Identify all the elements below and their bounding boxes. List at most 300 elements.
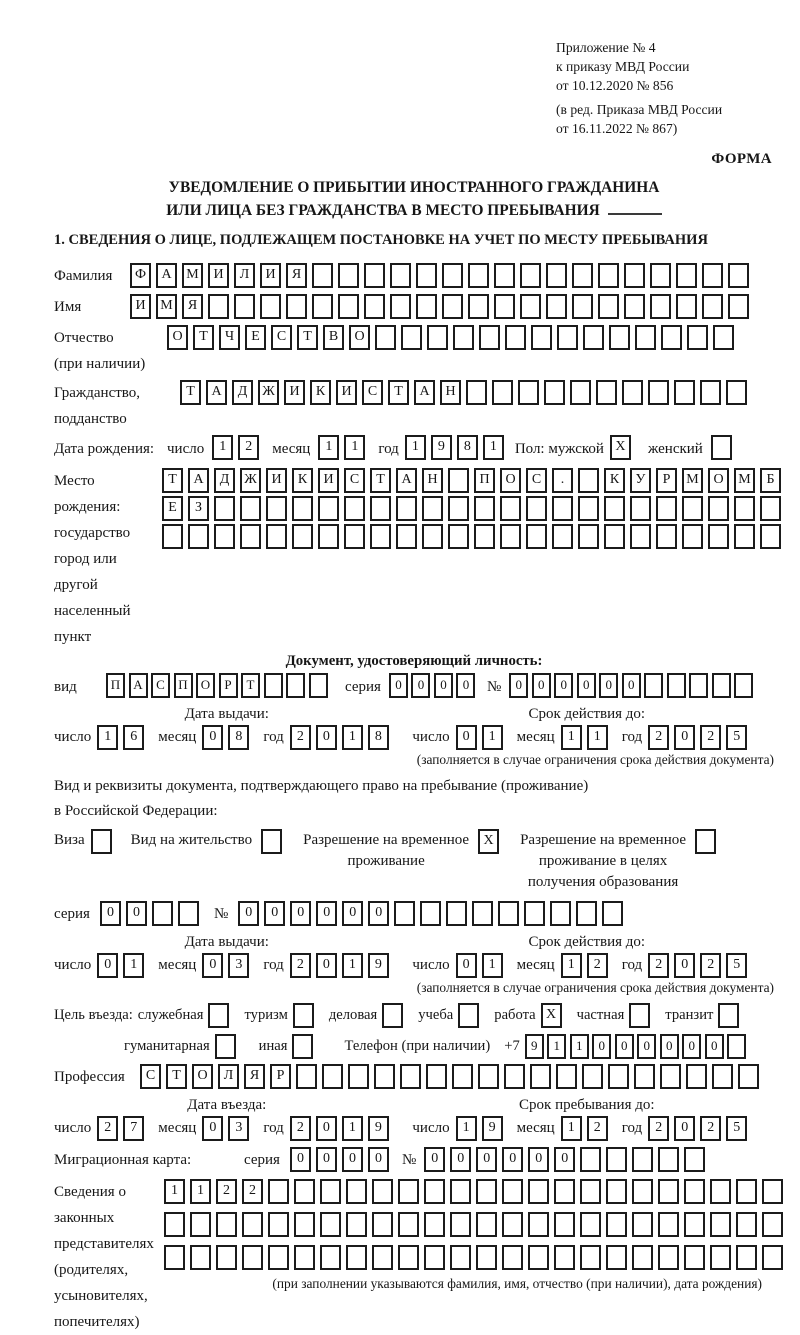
- char-cell[interactable]: 0: [202, 953, 223, 978]
- char-cell[interactable]: 1: [561, 1116, 582, 1141]
- char-cell[interactable]: 0: [456, 673, 475, 698]
- char-cell[interactable]: И: [208, 263, 229, 288]
- char-cell[interactable]: 1: [570, 1034, 589, 1059]
- char-cell[interactable]: [292, 496, 313, 521]
- char-cell[interactable]: 0: [456, 953, 477, 978]
- char-cell[interactable]: [292, 524, 313, 549]
- char-cell[interactable]: [528, 1245, 549, 1270]
- char-cell[interactable]: 1: [344, 435, 365, 460]
- char-cell[interactable]: [390, 294, 411, 319]
- char-cell[interactable]: [476, 1212, 497, 1237]
- char-cell[interactable]: 0: [554, 673, 573, 698]
- char-cell[interactable]: 0: [592, 1034, 611, 1059]
- char-cell[interactable]: [468, 294, 489, 319]
- char-cell[interactable]: 1: [212, 435, 233, 460]
- char-cell[interactable]: Т: [370, 468, 391, 493]
- char-cell[interactable]: [370, 496, 391, 521]
- char-cell[interactable]: [700, 380, 721, 405]
- char-cell[interactable]: [286, 294, 307, 319]
- char-cell[interactable]: С: [362, 380, 383, 405]
- char-cell[interactable]: 0: [100, 901, 121, 926]
- char-cell[interactable]: [557, 325, 578, 350]
- char-cell[interactable]: [598, 294, 619, 319]
- char-cell[interactable]: [268, 1212, 289, 1237]
- char-cell[interactable]: [736, 1212, 757, 1237]
- char-cell[interactable]: [390, 263, 411, 288]
- char-cell[interactable]: [216, 1245, 237, 1270]
- char-cell[interactable]: 0: [424, 1147, 445, 1172]
- char-cell[interactable]: 2: [216, 1179, 237, 1204]
- char-cell[interactable]: О: [196, 673, 215, 698]
- char-cell[interactable]: [322, 1064, 343, 1089]
- char-cell[interactable]: .: [552, 468, 573, 493]
- char-cell[interactable]: [576, 901, 597, 926]
- char-cell[interactable]: Ч: [219, 325, 240, 350]
- char-cell[interactable]: [710, 1212, 731, 1237]
- char-cell[interactable]: 5: [726, 1116, 747, 1141]
- char-cell[interactable]: [660, 1064, 681, 1089]
- char-cell[interactable]: [684, 1179, 705, 1204]
- char-cell[interactable]: [416, 263, 437, 288]
- char-cell[interactable]: [498, 901, 519, 926]
- char-cell[interactable]: [346, 1179, 367, 1204]
- char-cell[interactable]: 1: [561, 953, 582, 978]
- char-cell[interactable]: [164, 1212, 185, 1237]
- char-cell[interactable]: [602, 901, 623, 926]
- char-cell[interactable]: [734, 524, 755, 549]
- char-cell[interactable]: [398, 1245, 419, 1270]
- char-cell[interactable]: 1: [164, 1179, 185, 1204]
- char-cell[interactable]: Л: [234, 263, 255, 288]
- char-cell[interactable]: 0: [599, 673, 618, 698]
- char-cell[interactable]: X: [478, 829, 499, 854]
- char-cell[interactable]: 9: [368, 953, 389, 978]
- char-cell[interactable]: [401, 325, 422, 350]
- char-cell[interactable]: 1: [405, 435, 426, 460]
- char-cell[interactable]: 0: [389, 673, 408, 698]
- char-cell[interactable]: [520, 294, 541, 319]
- char-cell[interactable]: 0: [615, 1034, 634, 1059]
- char-cell[interactable]: [650, 294, 671, 319]
- char-cell[interactable]: [658, 1147, 679, 1172]
- char-cell[interactable]: [242, 1212, 263, 1237]
- char-cell[interactable]: [309, 673, 328, 698]
- char-cell[interactable]: [466, 380, 487, 405]
- char-cell[interactable]: [476, 1245, 497, 1270]
- char-cell[interactable]: Р: [656, 468, 677, 493]
- char-cell[interactable]: 0: [502, 1147, 523, 1172]
- char-cell[interactable]: Н: [440, 380, 461, 405]
- char-cell[interactable]: [546, 294, 567, 319]
- char-cell[interactable]: [734, 673, 753, 698]
- char-cell[interactable]: [630, 524, 651, 549]
- char-cell[interactable]: [178, 901, 199, 926]
- char-cell[interactable]: [702, 263, 723, 288]
- char-cell[interactable]: 8: [368, 725, 389, 750]
- char-cell[interactable]: Д: [214, 468, 235, 493]
- char-cell[interactable]: С: [140, 1064, 161, 1089]
- char-cell[interactable]: И: [260, 263, 281, 288]
- char-cell[interactable]: [604, 524, 625, 549]
- char-cell[interactable]: [520, 263, 541, 288]
- char-cell[interactable]: [689, 673, 708, 698]
- char-cell[interactable]: 2: [587, 953, 608, 978]
- char-cell[interactable]: 0: [316, 1147, 337, 1172]
- char-cell[interactable]: 9: [525, 1034, 544, 1059]
- char-cell[interactable]: [396, 524, 417, 549]
- char-cell[interactable]: [448, 496, 469, 521]
- char-cell[interactable]: [684, 1147, 705, 1172]
- char-cell[interactable]: [458, 1003, 479, 1028]
- char-cell[interactable]: X: [610, 435, 631, 460]
- char-cell[interactable]: Е: [245, 325, 266, 350]
- char-cell[interactable]: 0: [554, 1147, 575, 1172]
- char-cell[interactable]: 2: [587, 1116, 608, 1141]
- char-cell[interactable]: [293, 1003, 314, 1028]
- char-cell[interactable]: [214, 496, 235, 521]
- char-cell[interactable]: [712, 1064, 733, 1089]
- char-cell[interactable]: [442, 294, 463, 319]
- char-cell[interactable]: 2: [242, 1179, 263, 1204]
- char-cell[interactable]: [296, 1064, 317, 1089]
- char-cell[interactable]: [630, 496, 651, 521]
- char-cell[interactable]: [606, 1179, 627, 1204]
- char-cell[interactable]: [544, 380, 565, 405]
- char-cell[interactable]: [667, 673, 686, 698]
- char-cell[interactable]: [500, 496, 521, 521]
- char-cell[interactable]: 0: [126, 901, 147, 926]
- char-cell[interactable]: [644, 673, 663, 698]
- char-cell[interactable]: [624, 263, 645, 288]
- char-cell[interactable]: С: [271, 325, 292, 350]
- char-cell[interactable]: [476, 1179, 497, 1204]
- char-cell[interactable]: 0: [368, 901, 389, 926]
- char-cell[interactable]: 9: [431, 435, 452, 460]
- char-cell[interactable]: 1: [547, 1034, 566, 1059]
- char-cell[interactable]: [260, 294, 281, 319]
- char-cell[interactable]: [422, 496, 443, 521]
- char-cell[interactable]: Р: [270, 1064, 291, 1089]
- char-cell[interactable]: [606, 1147, 627, 1172]
- char-cell[interactable]: [578, 496, 599, 521]
- char-cell[interactable]: [448, 524, 469, 549]
- char-cell[interactable]: 1: [482, 953, 503, 978]
- char-cell[interactable]: [686, 1064, 707, 1089]
- char-cell[interactable]: [684, 1245, 705, 1270]
- char-cell[interactable]: [580, 1179, 601, 1204]
- char-cell[interactable]: [554, 1179, 575, 1204]
- char-cell[interactable]: 0: [456, 725, 477, 750]
- char-cell[interactable]: [530, 1064, 551, 1089]
- char-cell[interactable]: [478, 1064, 499, 1089]
- char-cell[interactable]: Я: [286, 263, 307, 288]
- char-cell[interactable]: [604, 496, 625, 521]
- char-cell[interactable]: М: [734, 468, 755, 493]
- char-cell[interactable]: 1: [97, 725, 118, 750]
- char-cell[interactable]: [727, 1034, 746, 1059]
- char-cell[interactable]: 1: [482, 725, 503, 750]
- char-cell[interactable]: [606, 1245, 627, 1270]
- char-cell[interactable]: 0: [528, 1147, 549, 1172]
- char-cell[interactable]: И: [130, 294, 151, 319]
- char-cell[interactable]: 1: [123, 953, 144, 978]
- char-cell[interactable]: 7: [123, 1116, 144, 1141]
- char-cell[interactable]: 1: [342, 953, 363, 978]
- char-cell[interactable]: 0: [577, 673, 596, 698]
- char-cell[interactable]: 5: [726, 725, 747, 750]
- char-cell[interactable]: Н: [422, 468, 443, 493]
- char-cell[interactable]: 0: [450, 1147, 471, 1172]
- char-cell[interactable]: [242, 1245, 263, 1270]
- char-cell[interactable]: [578, 524, 599, 549]
- char-cell[interactable]: 3: [228, 1116, 249, 1141]
- char-cell[interactable]: [214, 524, 235, 549]
- char-cell[interactable]: [396, 496, 417, 521]
- char-cell[interactable]: [710, 1179, 731, 1204]
- char-cell[interactable]: [188, 524, 209, 549]
- char-cell[interactable]: 0: [316, 953, 337, 978]
- char-cell[interactable]: [676, 294, 697, 319]
- char-cell[interactable]: [656, 524, 677, 549]
- char-cell[interactable]: М: [682, 468, 703, 493]
- char-cell[interactable]: Б: [760, 468, 781, 493]
- char-cell[interactable]: [531, 325, 552, 350]
- char-cell[interactable]: [578, 468, 599, 493]
- char-cell[interactable]: А: [206, 380, 227, 405]
- char-cell[interactable]: [632, 1179, 653, 1204]
- char-cell[interactable]: [422, 524, 443, 549]
- char-cell[interactable]: [318, 524, 339, 549]
- char-cell[interactable]: Д: [232, 380, 253, 405]
- char-cell[interactable]: [164, 1245, 185, 1270]
- char-cell[interactable]: П: [474, 468, 495, 493]
- char-cell[interactable]: [450, 1179, 471, 1204]
- char-cell[interactable]: [346, 1212, 367, 1237]
- char-cell[interactable]: [318, 496, 339, 521]
- char-cell[interactable]: [676, 263, 697, 288]
- char-cell[interactable]: О: [349, 325, 370, 350]
- char-cell[interactable]: [504, 1064, 525, 1089]
- char-cell[interactable]: 0: [342, 1147, 363, 1172]
- char-cell[interactable]: [268, 1245, 289, 1270]
- char-cell[interactable]: [622, 380, 643, 405]
- char-cell[interactable]: И: [318, 468, 339, 493]
- char-cell[interactable]: [494, 263, 515, 288]
- char-cell[interactable]: 2: [97, 1116, 118, 1141]
- char-cell[interactable]: [572, 263, 593, 288]
- char-cell[interactable]: А: [188, 468, 209, 493]
- char-cell[interactable]: [286, 673, 305, 698]
- char-cell[interactable]: [598, 263, 619, 288]
- char-cell[interactable]: 0: [622, 673, 641, 698]
- char-cell[interactable]: [528, 1179, 549, 1204]
- char-cell[interactable]: [338, 294, 359, 319]
- char-cell[interactable]: [294, 1212, 315, 1237]
- char-cell[interactable]: [427, 325, 448, 350]
- char-cell[interactable]: 0: [674, 725, 695, 750]
- char-cell[interactable]: 0: [290, 901, 311, 926]
- char-cell[interactable]: М: [182, 263, 203, 288]
- char-cell[interactable]: А: [129, 673, 148, 698]
- char-cell[interactable]: [91, 829, 112, 854]
- char-cell[interactable]: 2: [648, 725, 669, 750]
- char-cell[interactable]: [658, 1245, 679, 1270]
- char-cell[interactable]: С: [344, 468, 365, 493]
- char-cell[interactable]: [346, 1245, 367, 1270]
- char-cell[interactable]: [394, 901, 415, 926]
- char-cell[interactable]: [453, 325, 474, 350]
- char-cell[interactable]: К: [604, 468, 625, 493]
- char-cell[interactable]: О: [192, 1064, 213, 1089]
- char-cell[interactable]: [632, 1147, 653, 1172]
- char-cell[interactable]: Ж: [258, 380, 279, 405]
- char-cell[interactable]: Т: [241, 673, 260, 698]
- char-cell[interactable]: [582, 1064, 603, 1089]
- char-cell[interactable]: [554, 1212, 575, 1237]
- char-cell[interactable]: Я: [244, 1064, 265, 1089]
- char-cell[interactable]: 0: [411, 673, 430, 698]
- char-cell[interactable]: [450, 1212, 471, 1237]
- char-cell[interactable]: П: [174, 673, 193, 698]
- char-cell[interactable]: [505, 325, 526, 350]
- char-cell[interactable]: [572, 294, 593, 319]
- char-cell[interactable]: 0: [532, 673, 551, 698]
- char-cell[interactable]: Я: [182, 294, 203, 319]
- char-cell[interactable]: [190, 1245, 211, 1270]
- char-cell[interactable]: [162, 524, 183, 549]
- char-cell[interactable]: 9: [482, 1116, 503, 1141]
- char-cell[interactable]: [524, 901, 545, 926]
- char-cell[interactable]: 0: [316, 901, 337, 926]
- char-cell[interactable]: [215, 1034, 236, 1059]
- char-cell[interactable]: 6: [123, 725, 144, 750]
- char-cell[interactable]: [687, 325, 708, 350]
- char-cell[interactable]: [658, 1212, 679, 1237]
- char-cell[interactable]: К: [292, 468, 313, 493]
- char-cell[interactable]: [320, 1179, 341, 1204]
- char-cell[interactable]: [632, 1212, 653, 1237]
- char-cell[interactable]: [556, 1064, 577, 1089]
- char-cell[interactable]: Т: [180, 380, 201, 405]
- char-cell[interactable]: [608, 1064, 629, 1089]
- char-cell[interactable]: [634, 1064, 655, 1089]
- char-cell[interactable]: А: [396, 468, 417, 493]
- char-cell[interactable]: 2: [290, 953, 311, 978]
- char-cell[interactable]: [424, 1212, 445, 1237]
- char-cell[interactable]: [216, 1212, 237, 1237]
- char-cell[interactable]: У: [630, 468, 651, 493]
- char-cell[interactable]: [261, 829, 282, 854]
- char-cell[interactable]: [682, 524, 703, 549]
- char-cell[interactable]: [190, 1212, 211, 1237]
- char-cell[interactable]: [320, 1245, 341, 1270]
- char-cell[interactable]: [382, 1003, 403, 1028]
- char-cell[interactable]: [364, 294, 385, 319]
- char-cell[interactable]: [424, 1245, 445, 1270]
- char-cell[interactable]: [264, 673, 283, 698]
- char-cell[interactable]: [526, 496, 547, 521]
- char-cell[interactable]: 0: [674, 1116, 695, 1141]
- char-cell[interactable]: [580, 1245, 601, 1270]
- char-cell[interactable]: [550, 901, 571, 926]
- char-cell[interactable]: К: [310, 380, 331, 405]
- char-cell[interactable]: [268, 1179, 289, 1204]
- char-cell[interactable]: [208, 1003, 229, 1028]
- char-cell[interactable]: [728, 294, 749, 319]
- char-cell[interactable]: [420, 901, 441, 926]
- char-cell[interactable]: О: [167, 325, 188, 350]
- char-cell[interactable]: И: [336, 380, 357, 405]
- char-cell[interactable]: 8: [228, 725, 249, 750]
- char-cell[interactable]: [375, 325, 396, 350]
- char-cell[interactable]: [479, 325, 500, 350]
- char-cell[interactable]: Т: [297, 325, 318, 350]
- char-cell[interactable]: В: [323, 325, 344, 350]
- char-cell[interactable]: [528, 1212, 549, 1237]
- char-cell[interactable]: [500, 524, 521, 549]
- char-cell[interactable]: 0: [316, 725, 337, 750]
- char-cell[interactable]: 1: [483, 435, 504, 460]
- char-cell[interactable]: [416, 294, 437, 319]
- char-cell[interactable]: [266, 496, 287, 521]
- char-cell[interactable]: 1: [456, 1116, 477, 1141]
- char-cell[interactable]: [762, 1179, 783, 1204]
- char-cell[interactable]: [266, 524, 287, 549]
- char-cell[interactable]: [294, 1245, 315, 1270]
- char-cell[interactable]: [372, 1245, 393, 1270]
- char-cell[interactable]: [609, 325, 630, 350]
- char-cell[interactable]: [320, 1212, 341, 1237]
- char-cell[interactable]: 1: [561, 725, 582, 750]
- char-cell[interactable]: [583, 325, 604, 350]
- char-cell[interactable]: 2: [700, 953, 721, 978]
- char-cell[interactable]: 0: [682, 1034, 701, 1059]
- char-cell[interactable]: [294, 1179, 315, 1204]
- char-cell[interactable]: Т: [166, 1064, 187, 1089]
- char-cell[interactable]: [674, 380, 695, 405]
- char-cell[interactable]: [370, 524, 391, 549]
- char-cell[interactable]: 2: [700, 1116, 721, 1141]
- char-cell[interactable]: 2: [648, 953, 669, 978]
- char-cell[interactable]: [684, 1212, 705, 1237]
- char-cell[interactable]: [312, 263, 333, 288]
- char-cell[interactable]: И: [284, 380, 305, 405]
- char-cell[interactable]: 2: [648, 1116, 669, 1141]
- char-cell[interactable]: [208, 294, 229, 319]
- char-cell[interactable]: [695, 829, 716, 854]
- char-cell[interactable]: [234, 294, 255, 319]
- char-cell[interactable]: 0: [660, 1034, 679, 1059]
- char-cell[interactable]: [736, 1245, 757, 1270]
- char-cell[interactable]: [580, 1147, 601, 1172]
- char-cell[interactable]: А: [414, 380, 435, 405]
- char-cell[interactable]: 3: [228, 953, 249, 978]
- char-cell[interactable]: [502, 1179, 523, 1204]
- char-cell[interactable]: 1: [342, 725, 363, 750]
- char-cell[interactable]: С: [151, 673, 170, 698]
- char-cell[interactable]: [398, 1179, 419, 1204]
- char-cell[interactable]: [726, 380, 747, 405]
- char-cell[interactable]: [446, 901, 467, 926]
- char-cell[interactable]: 0: [264, 901, 285, 926]
- char-cell[interactable]: [711, 435, 732, 460]
- char-cell[interactable]: 0: [316, 1116, 337, 1141]
- char-cell[interactable]: [580, 1212, 601, 1237]
- char-cell[interactable]: [400, 1064, 421, 1089]
- char-cell[interactable]: 8: [457, 435, 478, 460]
- char-cell[interactable]: [624, 294, 645, 319]
- char-cell[interactable]: [526, 524, 547, 549]
